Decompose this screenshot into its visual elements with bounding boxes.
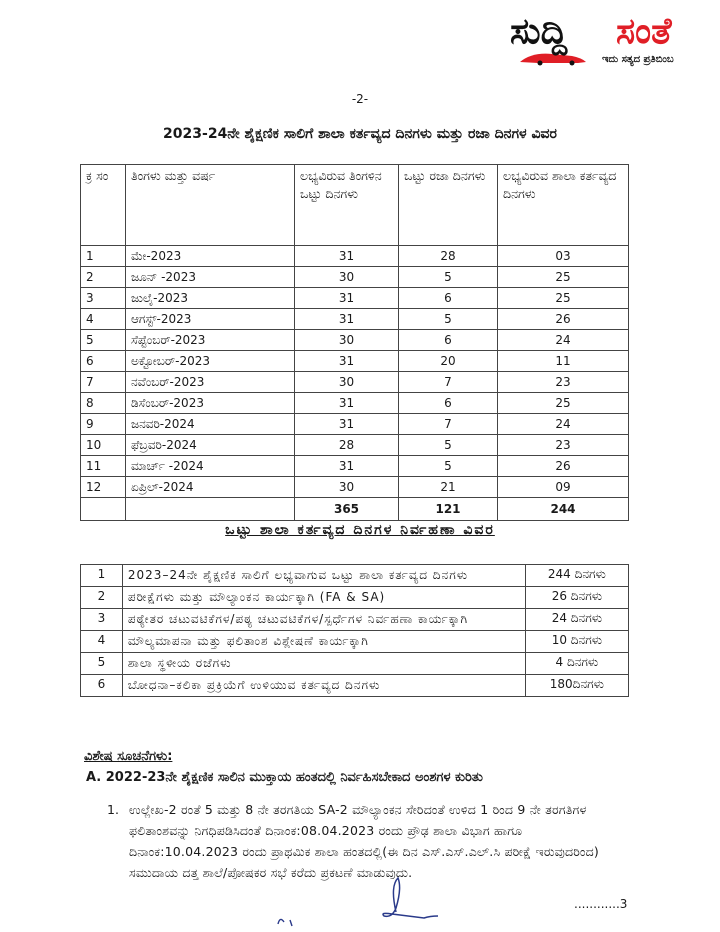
cell-total-days: 30 (295, 477, 399, 498)
cell-total-days: 31 (295, 393, 399, 414)
cell-duty-days: 24 (498, 414, 629, 435)
cell-holidays: 28 (399, 246, 498, 267)
cell-month: ಸೆಪ್ಟೆಂಬರ್-2023 (126, 330, 295, 351)
cell-holidays: 7 (399, 414, 498, 435)
table-row (81, 587, 629, 609)
cell-description: 2023–24ನೇ ಶೈಕ್ಷಣಿಕ ಸಾಲಿಗೆ ಲಭ್ಯವಾಗುವ ಒಟ್ಟು ಶಾಲಾ ಕರ್ತವ್ಯದ ದಿನಗಳು (122, 565, 525, 587)
table-row (81, 288, 629, 309)
cell-month: ಮಾರ್ಚ್ -2024 (126, 456, 295, 477)
cell-holidays: 6 (399, 288, 498, 309)
section-a-heading: A. 2022-23ನೇ ಶೈಕ್ಷಣಿಕ ಸಾಲಿನ ಮುಕ್ತಾಯ ಹಂತದಲ್ಲಿ ನಿರ್ವಹಿಸಬೇಕಾದ ಅಂಶಗಳ ಕುರಿತು (86, 770, 483, 785)
cell-month: ಡಿಸೆಂಬರ್-2023 (126, 393, 295, 414)
cell-serial: 6 (81, 675, 123, 697)
cell-duty-days: 03 (498, 246, 629, 267)
cell-total-days: 31 (295, 288, 399, 309)
cell-month: ಮೇ-2023 (126, 246, 295, 267)
signature-mark (268, 872, 448, 932)
table-header-row (81, 165, 629, 246)
note-item-number: 1. (107, 802, 119, 817)
table-row (81, 372, 629, 393)
cell-description: ಶಾಲಾ ಸ್ಥಳೀಯ ರಜೆಗಳು (122, 653, 525, 675)
cell-serial: 4 (81, 631, 123, 653)
cell-serial: 12 (81, 477, 126, 498)
cell-total-days: 30 (295, 372, 399, 393)
cell-month: ಆಗಸ್ಟ್-2023 (126, 309, 295, 330)
duty-management-table (80, 564, 629, 697)
duty-days-table (80, 164, 629, 521)
table-row (81, 414, 629, 435)
table-row (81, 609, 629, 631)
table-row (81, 565, 629, 587)
header-month: ತಿಂಗಳು ಮತ್ತು ವರ್ಷ (126, 165, 295, 246)
cell-duty-days: 25 (498, 288, 629, 309)
table-row (81, 351, 629, 372)
cell-holidays: 21 (399, 477, 498, 498)
table2-title: ಒಟ್ಟು ಶಾಲಾ ಕರ್ತವ್ಯದ ದಿನಗಳ ನಿರ್ವಹಣಾ ವಿವರ (225, 522, 495, 538)
cell-serial: 6 (81, 351, 126, 372)
cell-total-days: 31 (295, 309, 399, 330)
cell-holidays: 5 (399, 309, 498, 330)
cell-serial: 9 (81, 414, 126, 435)
cell-serial: 5 (81, 653, 123, 675)
cell-total-days: 31 (295, 414, 399, 435)
cell-serial: 11 (81, 456, 126, 477)
cell-duty-days: 24 (498, 330, 629, 351)
cell-total-days: 28 (295, 435, 399, 456)
cell-serial: 7 (81, 372, 126, 393)
header-duty-days: ಲಭ್ಯವಿರುವ ಶಾಲಾ ಕರ್ತವ್ಯದ ದಿನಗಳು (498, 165, 629, 246)
cell-holidays: 5 (399, 267, 498, 288)
table-row (81, 246, 629, 267)
cell-days: 244 ದಿನಗಳು (525, 565, 628, 587)
special-notes-heading: ವಿಶೇಷ ಸೂಚನೆಗಳು: (84, 749, 173, 764)
cell-total-days: 31 (295, 246, 399, 267)
cell-duty-days: 23 (498, 372, 629, 393)
cell-days: 24 ದಿನಗಳು (525, 609, 628, 631)
table-row (81, 435, 629, 456)
note-item-text: ಉಲ್ಲೇಖ-2 ರಂತೆ 5 ಮತ್ತು 8 ನೇ ತರಗತಿಯ SA-2 ಮೌಲ್ಯಾಂಕನ ಸೇರಿದಂತೆ ಉಳಿದ 1 ರಿಂದ 9 ನೇ ತರಗತಿಗಳ ಫಲಿತಾಂಶವನ್ನು ನಿಗಧಿಪಡಿಸಿದಂತೆ ದಿನಾಂಕ:08.04.2023 ರಂದು ಪ್ರೌಢ ಶಾಲಾ ವಿಭಾಗ ಹಾಗೂ ದಿನಾಂಕ:10.04.2023 ರಂದು ಪ್ರಾಥಮಿಕ ಶಾಲಾ ಹಂತದಲ್ಲಿ(ಈ ದಿನ ಎಸ್.ಎಸ್.ಎಲ್.ಸಿ ಪರೀಕ್ಷೆ ಇರುವುದರಿಂದ) ಸಮುದಾಯ ದತ್ತ ಶಾಲೆ/ಪೋಷಕರ ಸಭೆ ಕರೆದು ಪ್ರಕಟಣೆ ಮಾಡುವುದು. (129, 802, 599, 880)
cell-duty-days: 26 (498, 309, 629, 330)
cell-month: ಅಕ್ಟೋಬರ್-2023 (126, 351, 295, 372)
table-row (81, 267, 629, 288)
cell-duty-days: 25 (498, 393, 629, 414)
cell-total-days: 30 (295, 267, 399, 288)
cell-month: ಜೂನ್ -2023 (126, 267, 295, 288)
cell-description: ಬೋಧನಾ–ಕಲಿಕಾ ಪ್ರಕ್ರಿಯೆಗೆ ಉಳಿಯುವ ಕರ್ತವ್ಯದ ದಿನಗಳು (122, 675, 525, 697)
cell-serial: 1 (81, 246, 126, 267)
cell-serial: 4 (81, 309, 126, 330)
table-row (81, 675, 629, 697)
table-row (81, 456, 629, 477)
next-page-indicator: ............3 (574, 897, 628, 911)
cell-serial: 2 (81, 267, 126, 288)
cell-serial: 3 (81, 288, 126, 309)
cell-holidays: 20 (399, 351, 498, 372)
table-row (81, 477, 629, 498)
table-row (81, 631, 629, 653)
cell-days: 180ದಿನಗಳು (525, 675, 628, 697)
cell-serial: 8 (81, 393, 126, 414)
cell-description: ಪಠ್ಯೇತರ ಚಟುವಟಿಕೆಗಳ/ಪಠ್ಯ ಚಟುವಟಿಕೆಗಳ/ಸ್ಪರ್ಧೆಗಳ ನಿರ್ವಹಣಾ ಕಾರ್ಯಕ್ಕಾಗಿ (122, 609, 525, 631)
cell-month: ಜುಲೈ-2023 (126, 288, 295, 309)
cell-days: 26 ದಿನಗಳು (525, 587, 628, 609)
cell-empty (126, 498, 295, 521)
logo-word-1: ಸುದ್ದಿ (510, 11, 568, 52)
cell-total-duty-days: 244 (498, 498, 629, 521)
cell-total-days: 30 (295, 330, 399, 351)
cell-serial: 2 (81, 587, 123, 609)
table1-title: 2023-24ನೇ ಶೈಕ್ಷಣಿಕ ಸಾಲಿಗೆ ಶಾಲಾ ಕರ್ತವ್ಯದ ದಿನಗಳು ಮತ್ತು ರಜಾ ದಿನಗಳ ವಿವರ (163, 126, 557, 142)
table-row (81, 653, 629, 675)
table-row (81, 309, 629, 330)
cell-serial: 10 (81, 435, 126, 456)
cell-description: ಮೌಲ್ಯಮಾಪನಾ ಮತ್ತು ಫಲಿತಾಂಶ ವಿಶ್ಲೇಷಣೆ ಕಾರ್ಯಕ್ಕಾಗಿ (122, 631, 525, 653)
cell-month: ಫೆಬ್ರವರಿ-2024 (126, 435, 295, 456)
cell-duty-days: 11 (498, 351, 629, 372)
cell-total-days: 31 (295, 351, 399, 372)
totals-row (81, 498, 629, 521)
cell-days: 4 ದಿನಗಳು (525, 653, 628, 675)
header-holidays: ಒಟ್ಟು ರಜಾ ದಿನಗಳು (399, 165, 498, 246)
cell-total-holidays: 121 (399, 498, 498, 521)
cell-duty-days: 26 (498, 456, 629, 477)
cell-holidays: 7 (399, 372, 498, 393)
table-row (81, 330, 629, 351)
cell-empty (81, 498, 126, 521)
header-serial: ಕ್ರ ಸಂ (81, 165, 126, 246)
cell-holidays: 6 (399, 393, 498, 414)
cell-description: ಪರೀಕ್ಷೆಗಳು ಮತ್ತು ಮೌಲ್ಯಾಂಕನ ಕಾರ್ಯಕ್ಕಾಗಿ (FA & SA) (122, 587, 525, 609)
cell-duty-days: 23 (498, 435, 629, 456)
cell-serial: 5 (81, 330, 126, 351)
cell-month: ನವೆಂಬರ್-2023 (126, 372, 295, 393)
logo-word-2: ಸಂತೆ (616, 11, 672, 52)
cell-holidays: 6 (399, 330, 498, 351)
cell-total-days: 365 (295, 498, 399, 521)
cell-duty-days: 25 (498, 267, 629, 288)
header-total-days: ಲಭ್ಯವಿರುವ ತಿಂಗಳಿನ ಒಟ್ಟು ದಿನಗಳು (295, 165, 399, 246)
cell-total-days: 31 (295, 456, 399, 477)
brand-logo (510, 6, 715, 74)
table-row (81, 393, 629, 414)
cell-days: 10 ದಿನಗಳು (525, 631, 628, 653)
cell-serial: 3 (81, 609, 123, 631)
cell-month: ಜನವರಿ-2024 (126, 414, 295, 435)
cell-duty-days: 09 (498, 477, 629, 498)
logo-tagline: ಇದು ಸತ್ಯದ ಪ್ರತಿಬಿಂಬ (602, 54, 674, 65)
cell-month: ಏಪ್ರಿಲ್-2024 (126, 477, 295, 498)
cell-serial: 1 (81, 565, 123, 587)
note-item-1 (107, 799, 627, 883)
cell-holidays: 5 (399, 435, 498, 456)
cell-holidays: 5 (399, 456, 498, 477)
page-number: -2- (351, 92, 369, 106)
